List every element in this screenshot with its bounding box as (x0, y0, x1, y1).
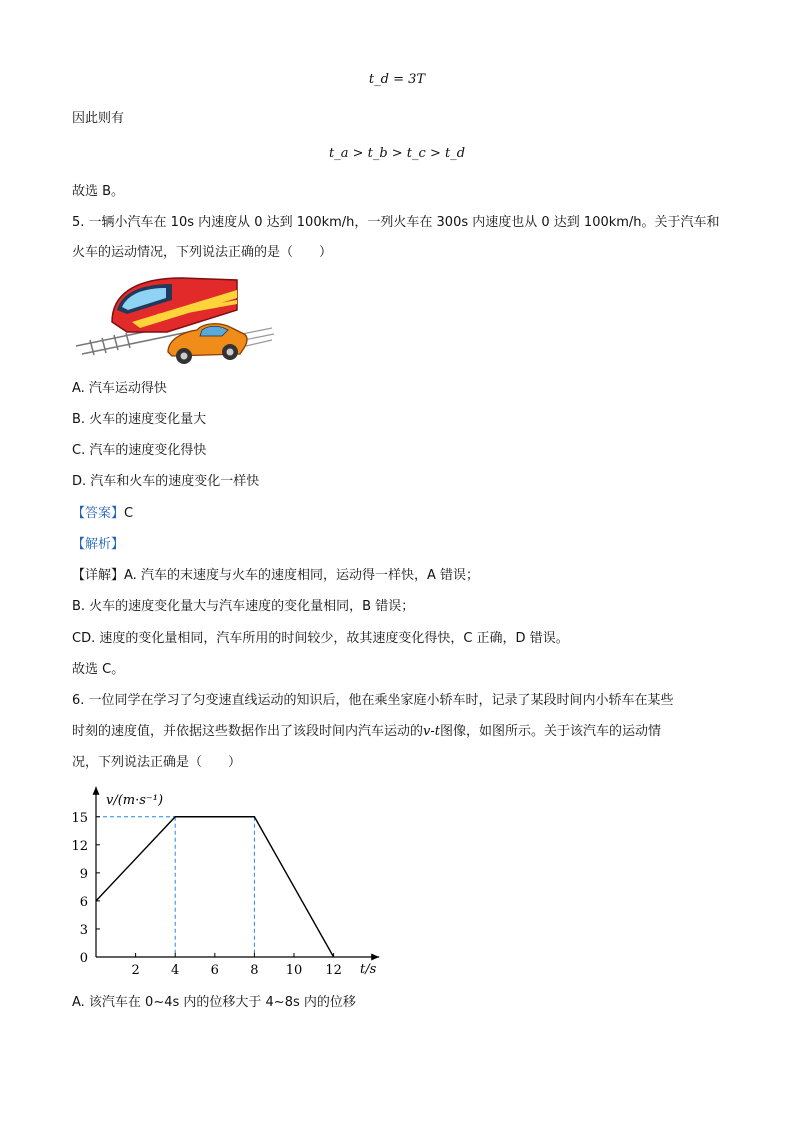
x-tick-label-4: 4 (171, 963, 180, 978)
q5-stem-line1: 5. 一辆小汽车在 10s 内速度从 0 达到 100km/h，一列火车在 300s 内速度也从 0 达到 100km/h。关于汽车和 (72, 215, 720, 230)
q6-stem-line1: 6. 一位同学在学习了匀变速直线运动的知识后，他在乘坐家庭小轿车时，记录了某段时间内小轿车在某些 (72, 693, 674, 708)
y-tick-label-9: 9 (79, 866, 88, 882)
train-car-illustration (72, 270, 277, 370)
y-tick-label-6: 6 (79, 894, 88, 910)
q5-detail-cd: CD. 速度的变化量相同，汽车所用的时间较少，故其速度变化得快，C 正确，D 错误。 (72, 631, 569, 646)
q5-option-c: C. 汽车的速度变化得快 (72, 443, 207, 458)
detail-a-text: A. 汽车的末速度与火车的速度相同，运动得一样快，A 错误； (124, 568, 479, 583)
q5-conclusion: 故选 C。 (72, 662, 125, 677)
answer-value: C (124, 506, 134, 521)
q5-detail-a (72, 567, 479, 585)
y-axis-arrow-icon (93, 787, 100, 795)
therefore-text: 因此则有 (72, 111, 125, 126)
vt-chart (66, 786, 386, 981)
x-tick-label-8: 8 (250, 963, 259, 978)
q6-stem-line2 (72, 723, 661, 741)
x-tick-label-6: 6 (210, 963, 219, 978)
equation-order (0, 146, 794, 161)
velocity-line (96, 817, 334, 957)
y-tick-label-3: 3 (79, 922, 88, 938)
analysis-tag: 【解析】 (72, 537, 125, 552)
x-tick-label-2: 2 (131, 963, 140, 978)
q6-line2-pre: 时刻的速度值，并依据这些数据作出了该段时间内汽车运动的 (72, 724, 424, 739)
chart-x-label: t/s (360, 962, 377, 977)
equation-td (0, 72, 794, 87)
x-tick-label-10: 10 (285, 963, 303, 978)
chart-axes (93, 787, 380, 961)
y-tick-label-0: 0 (79, 951, 88, 966)
q6-line2-math: v-t (423, 724, 440, 739)
chart-series (96, 817, 334, 957)
car-icon (168, 324, 247, 364)
q6-option-a: A. 该汽车在 0~4s 内的位移大于 4~8s 内的位移 (72, 995, 356, 1010)
x-axis-arrow-icon (371, 954, 379, 961)
chart-ticks (71, 811, 341, 978)
x-tick-label-12: 12 (325, 963, 342, 978)
q6-line2-post: 图像，如图所示。关于该汽车的运动情 (439, 724, 661, 739)
q6-stem-line3: 况，下列说法正确是（ ） (72, 755, 242, 770)
chart-guides (96, 817, 254, 957)
equation-td-text: t_d = 3T (368, 72, 426, 87)
q5-option-b: B. 火车的速度变化量大 (72, 412, 207, 427)
equation-order-text: t_a > t_b > t_c > t_d (328, 146, 466, 161)
detail-tag: 【详解】 (72, 568, 125, 583)
q5-stem-line2: 火车的运动情况，下列说法正确的是（ ） (72, 245, 333, 260)
q5-option-d: D. 汽车和火车的速度变化一样快 (72, 474, 260, 489)
q5-option-a: A. 汽车运动得快 (72, 381, 167, 396)
answer-tag: 【答案】 (72, 506, 125, 521)
previous-answer: 故选 B。 (72, 184, 125, 199)
y-tick-label-15: 15 (71, 810, 88, 826)
chart-y-label: v/(m·s⁻¹) (106, 793, 164, 808)
y-tick-label-12: 12 (71, 838, 88, 854)
q5-detail-b: B. 火车的速度变化量大与汽车速度的变化量相同，B 错误； (72, 599, 415, 614)
q5-answer (72, 505, 133, 523)
